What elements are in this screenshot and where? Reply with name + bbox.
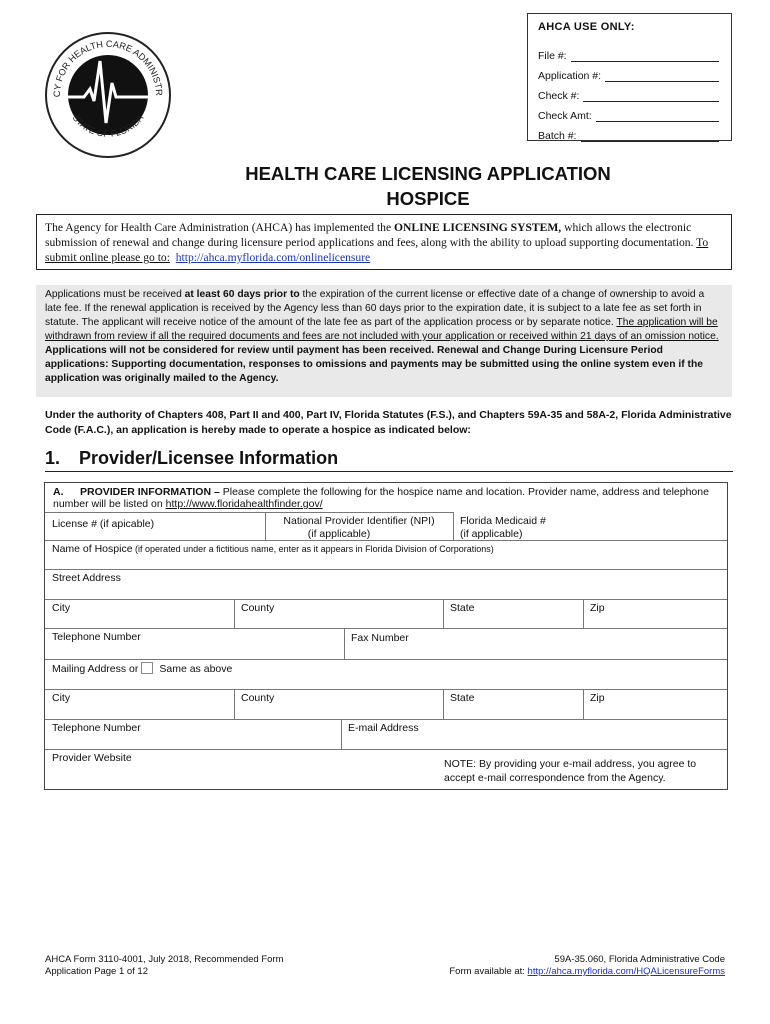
mailing-zip-field[interactable]: Zip (590, 692, 605, 704)
row-divider (45, 512, 453, 513)
medicaid-number-field[interactable]: Florida Medicaid # (if applicable) (460, 515, 546, 540)
ahca-field-check: Check #: (538, 82, 731, 102)
section-divider (45, 471, 733, 472)
license-number-field[interactable]: License # (if apicable) (52, 518, 155, 530)
email-field[interactable]: E-mail Address (348, 722, 419, 734)
ahca-field-line (596, 111, 719, 122)
page-title: HEALTH CARE LICENSING APPLICATION (245, 163, 611, 184)
seal-graphic (44, 31, 172, 159)
county-field[interactable]: County (241, 602, 275, 614)
fax-field[interactable]: Fax Number (351, 632, 409, 644)
agency-seal (44, 31, 172, 159)
hospice-name-field[interactable]: Name of Hospice (if operated under a fictitious name, enter as it appears in Florida Division of Corporations) (52, 543, 494, 555)
zip-field[interactable]: Zip (590, 602, 605, 614)
ahca-field-batch: Batch #: (538, 122, 731, 142)
online-licensure-link[interactable]: http://ahca.myflorida.com/onlinelicensure (175, 251, 371, 264)
application-deadline-notice: Applications must be received at least 60 days prior to the expiration of the current license or effective date of a change of ownership to avoid a late fee. If the renewal application is received by the Agency less than 60 days prior to the expiration date, it is subject to a late fee as set forth in statute. The applicant will receive notice of the amount of the late fee as part of the application process or by separate notice. The application will be withdrawn from review if all the required documents and fees are not included with your application or received within 21 days of an omission notice. Applications will not be considered for review until payment has been received. Renewal and Change During Licensure Period applications: Supporting documentation, responses to omissions and payments may be submitted using the online system even if the application was originally mailed to the Agency. (36, 285, 732, 397)
mailing-city-field[interactable]: City (52, 692, 71, 704)
section-heading: 1. Provider/Licensee Information (45, 448, 339, 468)
authority-statement: Under the authority of Chapters 408, Part II and 400, Part IV, Florida Statutes (F.S.), and Chapters 59A-35 and 58A-2, Florida Administrative Code (F.A.C.), an application is hereby made to operate a hospice as indicated below: (45, 409, 732, 436)
street-address-field[interactable]: Street Address (52, 572, 121, 584)
page-subtitle: HOSPICE (386, 188, 470, 209)
seal-ring-text-bottom: STATE OF FLORIDA (70, 112, 146, 139)
ahca-field-file: File #: (538, 42, 731, 62)
ahca-field-line (583, 91, 719, 102)
mailing-state-field[interactable]: State (450, 692, 475, 704)
ahca-use-only-box (527, 13, 732, 141)
mailing-county-field[interactable]: County (241, 692, 275, 704)
licensure-forms-link[interactable]: http://ahca.myflorida.com/HQALicensureForms (527, 966, 725, 977)
online-licensing-notice: The Agency for Health Care Administration (AHCA) has implemented the ONLINE LICENSING SYSTEM, which allows the electronic submission of renewal and change during licensure period applications and fees, along with the ability to upload supporting documentation. To submit online please go to: http://ahca.myflorida.com/onlinelicensure (36, 214, 732, 270)
seal-ring-text-top: CY FOR HEALTH CARE ADMINISTR (51, 38, 165, 98)
city-field[interactable]: City (52, 602, 71, 614)
mailing-address-field[interactable]: Mailing Address or Same as above (52, 663, 233, 675)
provider-website-field[interactable]: Provider Website (52, 752, 132, 764)
ahca-field-application: Application #: (538, 62, 731, 82)
mailing-telephone-field[interactable]: Telephone Number (52, 722, 141, 734)
npi-field[interactable]: National Provider Identifier (NPI) (if applicable) (283, 515, 435, 540)
footer-code-info: 59A-35.060, Florida Administrative Code Form available at: http://ahca.myflorida.com/HQALicensureForms (449, 954, 725, 977)
ahca-use-only-heading: AHCA USE ONLY: (538, 21, 635, 33)
state-field[interactable]: State (450, 602, 475, 614)
same-as-above-checkbox[interactable] (141, 662, 153, 674)
email-consent-note: NOTE: By providing your e-mail address, you agree to accept e-mail correspondence from the Agency. (444, 758, 697, 784)
telephone-field[interactable]: Telephone Number (52, 631, 141, 643)
part-a-header: A. PROVIDER INFORMATION – Please complete the following for the hospice name and location. Provider name, address and telephone number will be listed on http://www.floridahealthfinder.gov/ (53, 486, 709, 510)
ahca-field-check-amt: Check Amt: (538, 102, 731, 122)
floridahealthfinder-link[interactable]: http://www.floridahealthfinder.gov/ (165, 498, 323, 510)
ahca-field-line (605, 71, 719, 82)
footer-form-info: AHCA Form 3110-4001, July 2018, Recommended Form Application Page 1 of 12 (45, 954, 284, 977)
ahca-field-line (571, 51, 719, 62)
provider-information-form (44, 482, 728, 790)
ahca-field-line (581, 131, 719, 142)
